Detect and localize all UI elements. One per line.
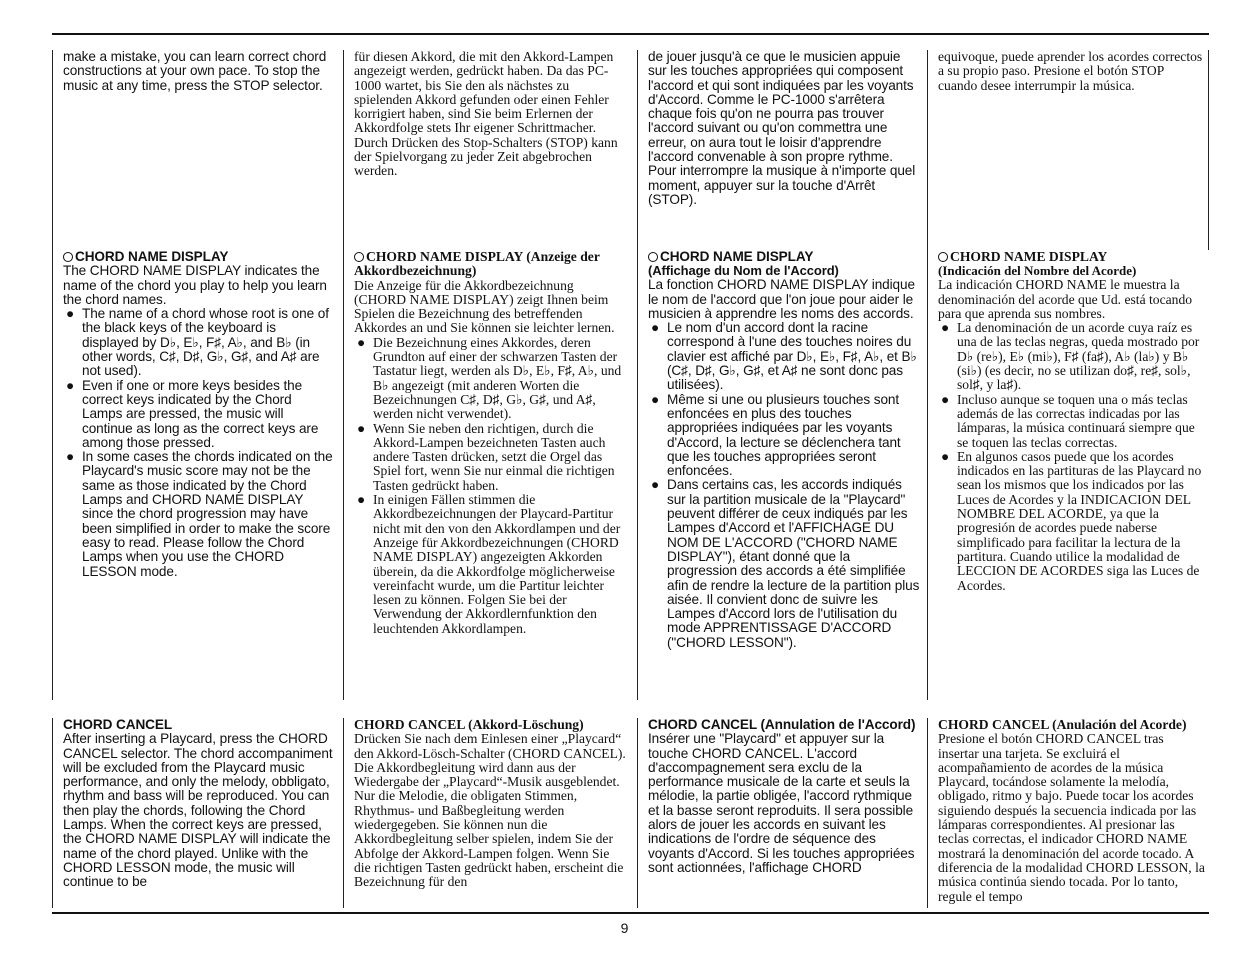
bullet-icon: ● <box>357 420 366 436</box>
chord-cancel-fr <box>637 718 924 908</box>
chord-cancel-es <box>927 718 1209 908</box>
section-subtitle: (Affichage du Nom de l'Accord) <box>648 263 839 279</box>
intro-en <box>52 50 339 250</box>
bullet-list <box>648 321 920 650</box>
list-item: ● Même si une ou plusieurs touches sont enfoncées en plus des touches appropriées indiquées par les voyants d'Accord, la lecture se déclenchera tant que les touches appropriées seront enfoncées. <box>651 391 901 479</box>
section-heading: CHORD NAME DISPLAY <box>63 250 335 264</box>
bullet-icon: ● <box>651 391 660 407</box>
bullet-icon: ● <box>651 477 660 493</box>
section-heading: CHORD CANCEL (Akkord-Löschung) <box>354 718 584 732</box>
bullet-icon: ● <box>941 448 950 464</box>
intro-en-text: make a mistake, you can learn correct chord constructions at your own pace. To stop the music at any time, press the STOP selector. <box>63 50 327 93</box>
section-intro: Die Anzeige für die Akkordbezeichnung (CHORD NAME DISPLAY) zeigt Ihnen beim Spielen die Bezeichnung des betreffenden Akkordes an und Sie können sie leichter lernen. <box>354 277 615 336</box>
list-item: ● The name of a chord whose root is one of the black keys of the keyboard is displayed by D♭, E♭, F♯, A♭, and B♭ (in other words, C♯, D♯, G♭, G♯, and A♯ are not used). <box>66 306 329 379</box>
list-item: ● Dans certains cas, les accords indiqués sur la partition musicale de la "Playcard" peuvent différer de ceux indiqués par les Lampes d'Accord et l'AFFICHAGE DU NOM DE L'ACCORD ("CHORD NAME DISPLAY"), étant donné que la progression des accords a été simplifiée afin de rendre la lecture de la partition plus aisée. Il convient donc de suivre les Lampes d'Accord lors de l'utilisation du mode APPRENTISSAGE D'ACCORD ("CHORD LESSON"). <box>651 477 920 650</box>
circle-icon <box>648 252 658 262</box>
list-item: ● In einigen Fällen stimmen die Akkordbezeichnungen der Playcard-Partitur nicht mit den von den Akkordlampen und der Anzeige für Akkordbezeichnungen (CHORD NAME DISPLAY) angezeigten Akkorden überein, da die Akkordfolge möglicherweise vereinfacht wurde, um die Partitur leichter lesen zu können. Folgen Sie bei der Verwendung der Akkordlernfunktion den leuchtenden Akkordlampen. <box>357 492 621 636</box>
bullet-icon: ● <box>66 377 75 393</box>
chord-cancel-de <box>343 718 633 908</box>
bullet-icon: ● <box>651 320 660 336</box>
intro-fr-text: de jouer jusqu'à ce que le musicien appuie sur les touches appropriées qui composent l'accord et qui sont indiquées par les voyants d'Accord. Comme le PC-1000 s'arrêtera chaque fois qu'on ne pourra pas trouver l'accord suivant ou qu'on commettra une erreur, on aura tout le loisir d'apprendre l'accord convenable à son propre rythme. Pour interrompre la musique à n'importe quel moment, appuyer sur la touche d'Arrêt (STOP). <box>648 50 916 207</box>
circle-icon <box>938 252 948 262</box>
section-heading: CHORD CANCEL (Anulación del Acorde) <box>938 718 1187 732</box>
bullet-icon: ● <box>357 334 366 350</box>
section-heading: CHORD NAME DISPLAY <box>938 250 1205 264</box>
top-rule <box>52 33 1209 35</box>
section-intro: The CHORD NAME DISPLAY indicates the name of the chord you play to help you learn the chord names. <box>63 263 327 307</box>
section-body: Presione el botón CHORD CANCEL tras insertar una tarjeta. Se excluirá el acompañamiento de acordes de la música Playcard, tocándose solamente la melodía, obligado, ritmo y bajo. Puede tocar los acordes siguiendo después la secuencia indicada por las lámparas correspondientes. Al presionar las teclas correctas, el indicador CHORD NAME mostrará la denominación del acorde tocado. A diferencia de la modalidad CHORD LESSON, la música continúa siendo tocada. Por lo tanto, regule el tempo <box>938 731 1205 904</box>
intro-fr <box>637 50 924 250</box>
page-number: 9 <box>620 920 629 936</box>
bullet-icon: ● <box>357 492 366 508</box>
circle-icon <box>63 252 73 262</box>
list-item: ● In some cases the chords indicated on the Playcard's music score may not be the same as those indicated by the Chord Lamps and CHORD NAME DISPLAY since the chord progression may have been simplified in order to make the score easy to read. Please follow the Chord Lamps when you use the CHORD LESSON mode. <box>66 449 333 579</box>
section-heading: CHORD CANCEL <box>63 718 173 732</box>
list-item: ● Incluso aunque se toquen una o más teclas además de las correctas indicadas por las lámparas, la música continuará siempre que se toquen las teclas correctas. <box>941 391 1195 450</box>
bullet-icon: ● <box>66 306 75 322</box>
section-intro: La fonction CHORD NAME DISPLAY indique le nom de l'accord que l'on joue pour aider le musicien à apprendre les noms des accords. <box>648 277 915 321</box>
bullet-icon: ● <box>66 449 75 465</box>
list-item: ● Even if one or more keys besides the correct keys indicated by the Chord Lamps are pressed, the music will continue as long as the correct keys are among those pressed. <box>66 377 319 450</box>
bullet-icon: ● <box>941 391 950 407</box>
list-item: ● En algunos casos puede que los acordes indicados en las partituras de las Playcard no sean los mismos que los indicados por las Luces de Acordes y la INDICACION DEL NOMBRE DEL ACORDE, ya que la progresión de acordes puede naberse simplificado para facilitar la lectura de la partitura. Cuando utilice la modalidad de LECCION DE ACORDES siga las Luces de Acordes. <box>941 448 1202 593</box>
bullet-list <box>63 307 335 579</box>
list-item: ● Die Bezeichnung eines Akkordes, deren Grundton auf einer der schwarzen Tasten der Tastatur liegt, werden als D♭, E♭, F♯, A♭, und B♭ angezeigt (mit anderen Worten die Bezeichnungen C♯, D♯, G♭, G♯, und A♯, werden nicht verwendet). <box>357 334 622 422</box>
list-item: ● Le nom d'un accord dont la racine correspond à l'une des touches noires du clavier est affiché par D♭, E♭, F♯, A♭, et B♭ (C♯, D♯, G♭, G♯, et A♯ ne sont donc pas utilisées). <box>651 320 917 393</box>
intro-es-text: equivoque, puede aprender los acordes correctos a su propio paso. Presione el botón STOP cuando desee interrumpir la música. <box>938 50 1203 93</box>
list-item: ● La denominación de un acorde cuya raíz es una de las teclas negras, queda mostrado por D♭ (re♭), E♭ (mi♭), F♯ (fa♯), A♭ (la♭) y B♭ (si♭) (es decir, no se utilizan do♯, re♯, sol♭, sol♯, y la♯). <box>941 320 1200 393</box>
chord-name-display-es <box>927 250 1209 700</box>
intro-es <box>927 50 1209 250</box>
bottom-rule <box>52 912 1209 914</box>
bullet-icon: ● <box>941 320 950 336</box>
bullet-list <box>938 321 1205 593</box>
list-item: ● Wenn Sie neben den richtigen, durch die Akkord-Lampen bezeichneten Tasten auch andere Tasten drücken, setzt die Orgel das Spiel fort, wenn Sie nur einmal die richtigen Tasten gedrückt haben. <box>357 420 615 493</box>
section-intro: La indicación CHORD NAME le muestra la denominación del acorde que Ud. está tocando para que aprenda sus nombres. <box>938 277 1193 321</box>
section-heading: CHORD NAME DISPLAY (Anzeige der Akkordbezeichnung) <box>354 250 600 279</box>
section-body: Drücken Sie nach dem Einlesen einer „Playcard“ den Akkord-Lösch-Schalter (CHORD CANCEL). Die Akkordbegleitung wird dann aus der Wiedergabe der „Playcard“-Musik ausgeblendet. Nur die Melodie, die obligaten Stimmen, Rhythmus- und Baßbegleitung werden wiedergegeben. Sie können nun die Akkordbegleitung selber spielen, indem Sie der Abfolge der Akkord-Lampen folgen. Wenn Sie die richtigen Tasten gedrückt haben, erscheint die Bezeichnung für den <box>354 731 626 890</box>
circle-icon <box>354 252 364 262</box>
section-body: Insérer une "Playcard" et appuyer sur la touche CHORD CANCEL. L'accord d'accompagnement sera exclu de la performance musicale de la carte et seuls la mélodie, la partie obligée, l'accord rythmique et la basse seront reproduits. Il sera possible alors de jouer les accords en suivant les indications de l'ordre de séquence des voyants d'Accord. Si les touches appropriées sont actionnées, l'affichage CHORD <box>648 731 915 875</box>
chord-cancel-en <box>52 718 339 908</box>
bullet-list <box>354 336 629 636</box>
chord-name-display-fr <box>637 250 924 700</box>
section-heading: CHORD NAME DISPLAY <box>648 250 920 264</box>
section-heading: CHORD CANCEL (Annulation de l'Accord) <box>648 718 916 732</box>
section-body: After inserting a Playcard, press the CHORD CANCEL selector. The chord accompaniment will be excluded from the Playcard music performance, and only the melody, obbligato, rhythm and bass will be reproduced. You can then play the chords, following the Chord Lamps. When the correct keys are pressed, the CHORD NAME DISPLAY will indicate the name of the chord played. Unlike with the CHORD LESSON mode, the music will continue to be <box>63 731 333 890</box>
section-subtitle: (Indicación del Nombre del Acorde) <box>938 263 1137 279</box>
chord-name-display-de <box>343 250 633 700</box>
chord-name-display-en <box>52 250 339 700</box>
intro-de <box>343 50 633 250</box>
intro-de-text: für diesen Akkord, die mit den Akkord-Lampen angezeigt werden, gedrückt haben. Da das PC-1000 wartet, bis Sie den als nächstes zu spielenden Akkord gefunden oder einen Fehler korrigiert haben, sind Sie beim Erlernen der Akkordfolge stets Ihr eigener Schrittmacher. Durch Drücken des Stop-Schalters (STOP) kann der Spielvorgang zu jeder Zeit abgebrochen werden. <box>354 50 618 179</box>
